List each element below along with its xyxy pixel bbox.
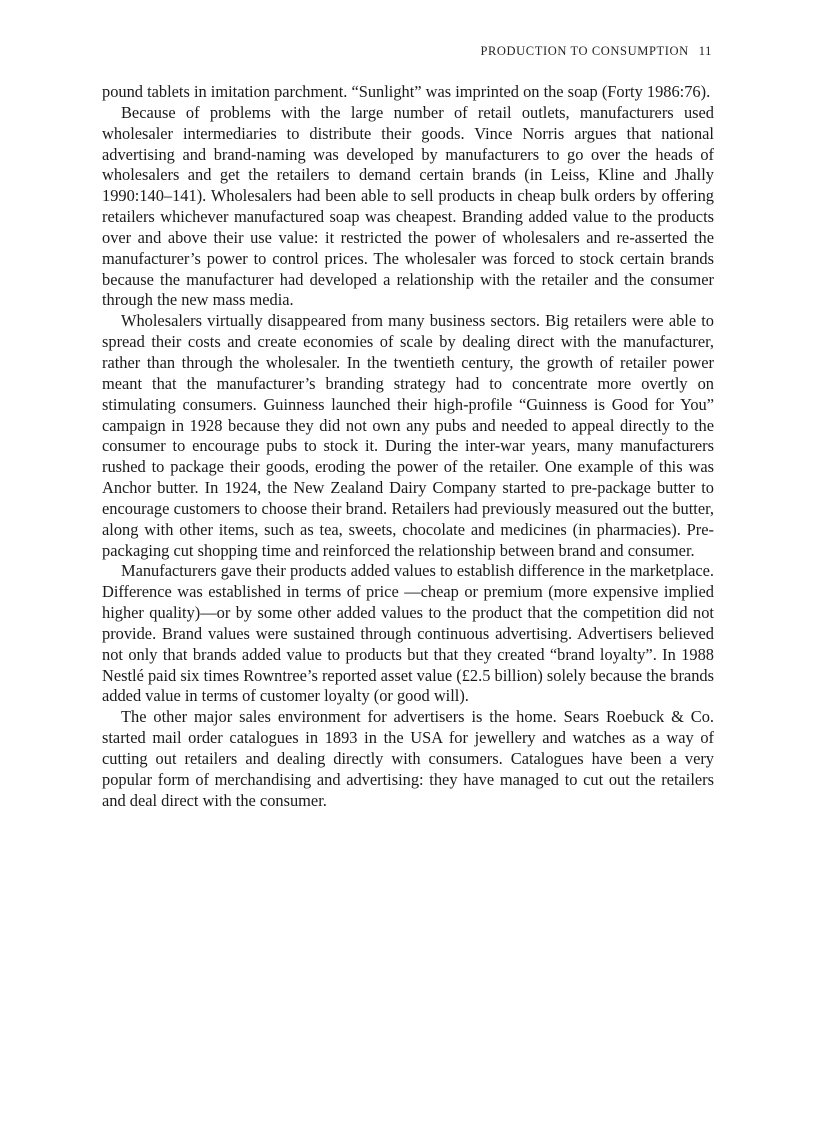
paragraph-added-values: Manufacturers gave their products added values to establish difference in the marketplace. Difference was established in terms of price —cheap or premium (more expensive implied higher quality)—or by some other added values to the product that the competition did not provide. Brand values were sustained through continuous advertising. Advertisers believed not only that brands added value to products but that they created “brand loyalty”. In 1988 Nestlé paid six times Rowntree’s reported asset value (£2.5 billion) solely because the brands added value in terms of customer loyalty (or good will).: [102, 561, 714, 706]
paragraph-retailer-power: Wholesalers virtually disappeared from many business sectors. Big retailers were able to spread their costs and create economies of scale by dealing direct with the manufacturer, rather than through the wholesaler. In the twentieth century, the growth of retailer power meant that the manufacturer’s branding strategy had to concentrate more overtly on stimulating consumers. Guinness launched their high-profile “Guinness is Good for You” campaign in 1928 because they did not own any pubs and needed to appeal directly to the consumer to encourage pubs to stock it. During the inter-war years, many manufacturers rushed to package their goods, eroding the power of the retailer. One example of this was Anchor butter. In 1924, the New Zealand Dairy Company started to pre-package butter to encourage customers to choose their brand. Retailers had previously measured out the butter, along with other items, such as tea, sweets, chocolate and medicines (in pharmacies). Pre-packaging cut shopping time and reinforced the relationship between brand and consumer.: [102, 311, 714, 560]
running-header: [480, 44, 712, 59]
paragraph-wholesalers: Because of problems with the large number of retail outlets, manufacturers used wholesaler intermediaries to distribute their goods. Vince Norris argues that national advertising and brand-naming was developed by manufacturers to go over the heads of wholesalers and get the retailers to demand certain brands (in Leiss, Kline and Jhally 1990:140–141). Wholesalers had been able to sell products in cheap bulk orders by offering retailers whichever manufactured soap was cheapest. Branding added value to the products over and above their use value: it restricted the power of wholesalers and re-asserted the manufacturer’s power to control prices. The wholesaler was forced to stock certain brands because the manufacturer had developed a relationship with the retailer and the consumer through the new mass media.: [102, 102, 714, 310]
paragraph-home-sales: The other major sales environment for advertisers is the home. Sears Roebuck & Co. started mail order catalogues in 1893 in the USA for jewellery and watches as a way of cutting out retailers and dealing directly with consumers. Catalogues have been a very popular form of merchandising and advertising: they have managed to cut out the retailers and deal direct with the consumer.: [102, 707, 714, 810]
body-text: [102, 82, 714, 812]
paragraph-continued: pound tablets in imitation parchment. “Sunlight” was imprinted on the soap (Forty 1986:76).: [102, 82, 711, 101]
running-title: PRODUCTION TO CONSUMPTION: [480, 44, 689, 58]
page-number: 11: [698, 44, 712, 58]
